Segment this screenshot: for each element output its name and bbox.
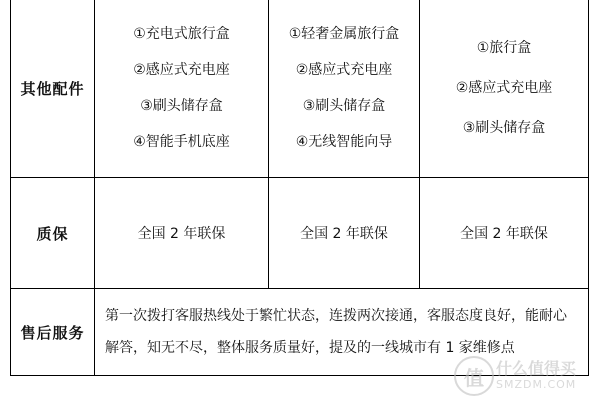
service-line-1: 第一次拨打客服热线处于繁忙状态，连拨两次接通，客服态度良好，能耐心 [105, 308, 567, 325]
watermark [454, 354, 594, 396]
service-line-2: 解答，知无不尽，整体服务质量好，提及的一线城市有 1 家维修点 [105, 339, 515, 356]
warranty-col2 [268, 177, 420, 289]
watermark-url: SMZDM.COM [496, 378, 577, 391]
list-item: ①旅行盒 [476, 40, 532, 56]
comparison-table [10, 0, 589, 376]
list-item: ④无线智能向导 [295, 134, 393, 150]
warranty-col3 [419, 177, 589, 289]
warranty-value: 全国 2 年联保 [460, 226, 548, 242]
warranty-value: 全国 2 年联保 [300, 226, 388, 242]
logo-glyph: 值 [464, 365, 484, 390]
list-item: ③刷头储存盒 [140, 98, 223, 114]
list-item: ③刷头储存盒 [302, 98, 386, 114]
list-item: ①轻奢金属旅行盒 [288, 26, 400, 42]
accessories-col3 [419, 0, 589, 178]
row-header-accessories-label: 其他配件 [20, 79, 85, 98]
list-item: ④智能手机底座 [133, 134, 230, 150]
list-item: ②感应式充电座 [455, 80, 553, 96]
row-header-warranty [10, 177, 95, 289]
smzdm-logo-icon [454, 356, 494, 396]
accessories-col1 [94, 0, 269, 178]
list-item: ②感应式充电座 [133, 62, 230, 78]
list-item: ②感应式充电座 [295, 62, 393, 78]
row-header-warranty-label: 质保 [36, 224, 69, 243]
warranty-value: 全国 2 年联保 [137, 226, 226, 242]
accessories-col2 [268, 0, 420, 178]
warranty-col1 [94, 177, 269, 289]
row-header-service [10, 288, 95, 376]
row-header-service-label: 售后服务 [20, 323, 85, 342]
list-item: ①充电式旅行盒 [133, 26, 230, 42]
watermark-text: 什么值得买 [496, 359, 577, 378]
list-item: ③刷头储存盒 [462, 120, 546, 136]
row-header-accessories [10, 0, 95, 178]
